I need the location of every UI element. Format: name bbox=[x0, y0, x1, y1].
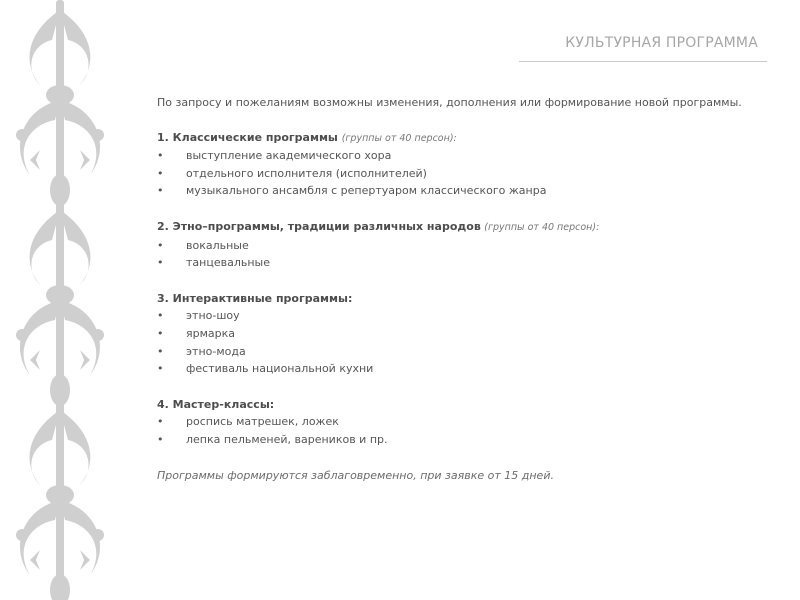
section-heading bbox=[157, 218, 787, 237]
bullet: • bbox=[157, 415, 164, 429]
list-item bbox=[157, 325, 787, 343]
list-item-text: отдельного исполнителя (исполнителей) bbox=[186, 166, 427, 180]
decorative-ornament bbox=[0, 0, 120, 600]
bullet: • bbox=[157, 256, 164, 270]
section-title: 3. Интерактивные программы: bbox=[157, 291, 353, 305]
list-item-text: ярмарка bbox=[186, 326, 236, 340]
list-item-text: танцевальные bbox=[186, 256, 270, 270]
list-item bbox=[157, 431, 787, 449]
section-classical bbox=[157, 129, 787, 200]
bullet: • bbox=[157, 238, 164, 252]
section-ethno bbox=[157, 218, 787, 272]
bullet: • bbox=[157, 166, 164, 180]
section-list bbox=[157, 307, 787, 377]
page-title: КУЛЬТУРНАЯ ПРОГРАММА bbox=[565, 35, 758, 51]
intro-text: По запросу и пожеланиям возможны изменения, дополнения или формирование новой программы. bbox=[157, 96, 742, 109]
bullet: • bbox=[157, 362, 164, 376]
section-heading bbox=[157, 396, 787, 414]
list-item bbox=[157, 307, 787, 325]
section-list bbox=[157, 413, 787, 448]
section-list bbox=[157, 147, 787, 200]
section-masterclass bbox=[157, 396, 787, 449]
section-note: (группы от 40 персон): bbox=[484, 221, 600, 233]
list-item-text: роспись матрешек, ложек bbox=[186, 415, 339, 429]
bullet: • bbox=[157, 432, 164, 446]
bullet: • bbox=[157, 309, 164, 323]
title-underline bbox=[519, 61, 767, 62]
section-heading bbox=[157, 290, 787, 308]
list-item bbox=[157, 343, 787, 361]
section-heading bbox=[157, 129, 787, 148]
program-content bbox=[157, 94, 787, 484]
list-item-text: лепка пельменей, вареников и пр. bbox=[186, 432, 388, 446]
list-item bbox=[157, 165, 787, 183]
list-item bbox=[157, 237, 787, 255]
section-title: 1. Классические программы bbox=[157, 130, 342, 144]
list-item bbox=[157, 360, 787, 378]
bullet: • bbox=[157, 149, 164, 163]
bullet: • bbox=[157, 184, 164, 198]
bullet: • bbox=[157, 326, 164, 340]
list-item bbox=[157, 413, 787, 431]
list-item bbox=[157, 254, 787, 272]
bullet: • bbox=[157, 344, 164, 358]
list-item bbox=[157, 147, 787, 165]
section-interactive bbox=[157, 290, 787, 378]
list-item-text: вокальные bbox=[186, 238, 249, 252]
list-item bbox=[157, 182, 787, 200]
footer-note: Программы формируются заблаговременно, при заявке от 15 дней. bbox=[157, 468, 554, 482]
list-item-text: этно-мода bbox=[186, 344, 246, 358]
list-item-text: музыкального ансамбля с репертуаром классического жанра bbox=[186, 184, 547, 198]
list-item-text: этно-шоу bbox=[186, 309, 240, 323]
section-title: 4. Мастер-классы: bbox=[157, 397, 275, 411]
list-item-text: фестиваль национальной кухни bbox=[186, 362, 374, 376]
section-title: 2. Этно–программы, традиции различных народов bbox=[157, 219, 481, 233]
section-list bbox=[157, 237, 787, 272]
section-note: (группы от 40 персон): bbox=[341, 132, 457, 144]
list-item-text: выступление академического хора bbox=[186, 149, 392, 163]
